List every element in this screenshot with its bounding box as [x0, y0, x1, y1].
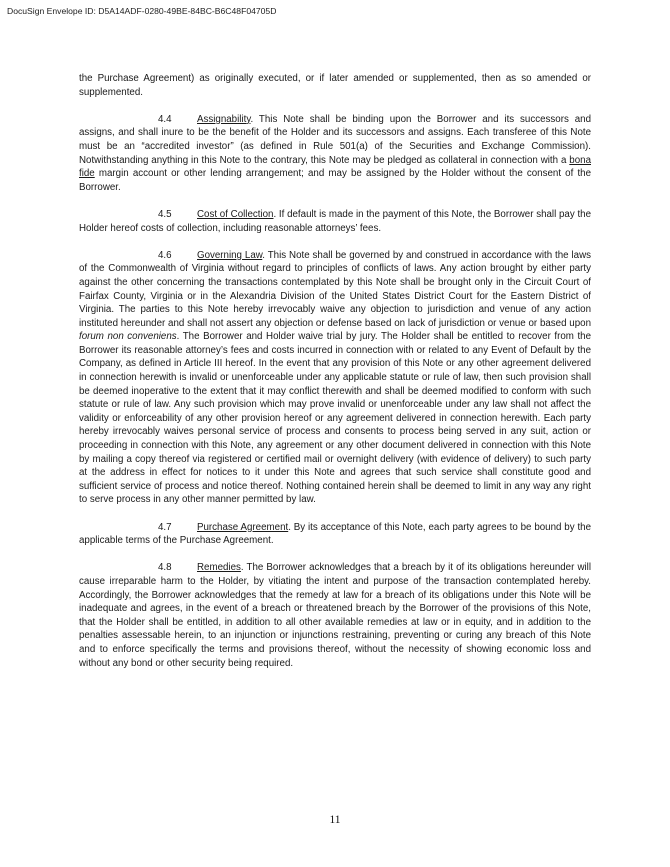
section-4-5: [79, 208, 591, 235]
document-body: [79, 72, 591, 684]
section-number: 4.5: [158, 208, 172, 220]
section-text-italic: forum non conveniens: [79, 331, 177, 343]
section-4-7: [79, 521, 591, 548]
section-text-underlined: bona fide: [79, 154, 591, 180]
section-4-4: [79, 113, 591, 195]
section-title: Assignability: [197, 113, 251, 125]
section-text: . This Note shall be governed by and construed in accordance with the laws of the Commonwealth of Virginia without regard to principles of conflicts of laws. Any action brought by either party against the other concerning the transactions contemplated by this Note shall be brought only in the Circuit Court of Fairfax County, Virginia or in the Alexandria Division of the United States District Court for the Eastern District of Virginia. The parties to this Note hereby irrevocably waive any objection to jurisdiction and venue of any action instituted hereunder and shall not assert any objection or defense based on lack of jurisdiction or venue or based upon: [79, 249, 591, 329]
section-number: 4.4: [158, 113, 172, 125]
section-number: 4.6: [158, 249, 172, 261]
section-title: Remedies: [197, 562, 241, 574]
page-number: 11: [329, 814, 341, 826]
envelope-id: DocuSign Envelope ID: D5A14ADF-0280-49BE-84BC-B6C48F04705D: [7, 6, 277, 16]
section-4-6: [79, 249, 591, 507]
section-title: Purchase Agreement: [197, 521, 289, 533]
section-text: margin account or other lending arrangement; and may be assigned by the Holder without the consent of the Borrower.: [79, 168, 591, 193]
section-text: . This Note shall be binding upon the Borrower and its successors and assigns, and shall inure to be the benefit of the Holder and its successors and assigns. Each transferee of this Note must be an “accredited investor” (as defined in Rule 501(a) of the Securities and Exchange Commission). Notwithstanding anything in this Note to the contrary, this Note may be pledged as collateral in connection with a: [79, 113, 591, 166]
section-text: . If default is made in the payment of this Note, the Borrower shall pay the Holder hereof costs of collection, including reasonable attorneys’ fees.: [79, 208, 591, 234]
section-number: 4.7: [158, 521, 172, 533]
section-title: Governing Law: [197, 249, 263, 261]
section-text: . By its acceptance of this Note, each party agrees to be bound by the applicable terms of the Purchase Agreement.: [79, 521, 591, 547]
section-text: . The Borrower and Holder waive trial by jury. The Holder shall be entitled to recover from the Borrower its reasonable attorney’s fees and costs incurred in connection with or related to any Event of Default by the Company, as defined in Article III hereof. In the event that any provision of this Note or any other agreement delivered in connection herewith is invalid or unenforceable under any applicable statute or rule of law, then such provision shall be deemed inoperative to the extent that it may conflict therewith and shall be deemed modified to conform with such statute or rule of law. Any such provision which may prove invalid or unenforceable under any law shall not affect the validity or enforceability of any other provision hereof or any agreement delivered in connection herewith. Each party hereby irrevocably waives personal service of process and consents to process being served in any suit, action or proceeding in connection with this Note, any agreement or any other document delivered in connection with this Note by mailing a copy thereof via registered or certified mail or overnight delivery (with evidence of delivery) to such party at the address in effect for notices to it under this Note and agrees that such service shall constitute good and sufficient service of process and notice thereof. Nothing contained herein shall be deemed to limit in any way any right to serve process in any other manner permitted by law.: [79, 331, 592, 506]
section-text: . The Borrower acknowledges that a breach by it of its obligations hereunder will cause irreparable harm to the Holder, by vitiating the intent and purpose of the transaction contemplated hereby. Accordingly, the Borrower acknowledges that the remedy at law for a breach of its obligations under this Note will be inadequate and agrees, in the event of a breach or threatened breach by the Borrower of the provisions of this Note, that the Holder shall be entitled, in addition to all other available remedies at law or in equity, and in addition to the penalties assessable herein, to an injunction or injunctions restraining, preventing or curing any breach of this Note and to enforce specifically the terms and provisions thereof, without the necessity of showing economic loss and without any bond or other security being required.: [79, 562, 591, 669]
section-title: Cost of Collection: [197, 208, 274, 220]
continuation-paragraph: the Purchase Agreement) as originally executed, or if later amended or supplemented, then as so amended or supplemented.: [79, 73, 591, 98]
section-number: 4.8: [158, 562, 172, 574]
section-4-8: [79, 561, 591, 670]
